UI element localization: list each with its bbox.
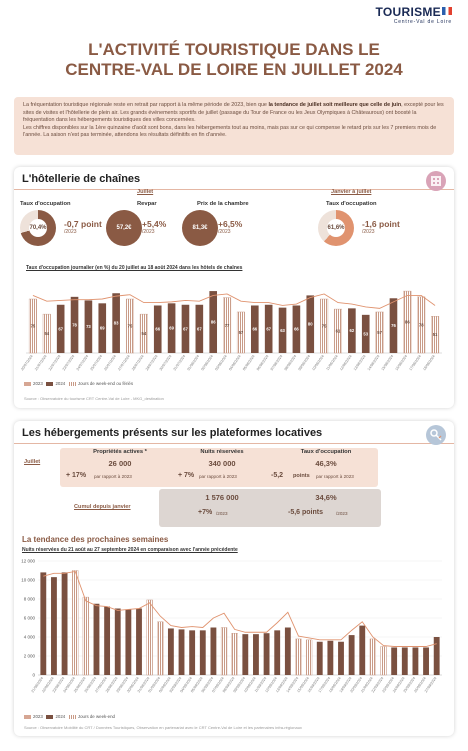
jan-occupancy-label: Taux d'occupation bbox=[326, 201, 377, 207]
x-tick-label: 22/08/2024 bbox=[41, 676, 55, 694]
x-tick-label: 11/08/2024 bbox=[325, 354, 339, 372]
x-tick-label: 15/08/2024 bbox=[380, 354, 395, 372]
bar-2024 bbox=[391, 647, 397, 675]
x-tick-label: 06/09/2024 bbox=[200, 676, 215, 694]
x-tick-label: 04/09/2024 bbox=[179, 676, 193, 694]
bar-2024 bbox=[285, 628, 291, 676]
bar-2024 bbox=[83, 597, 89, 675]
bar-2024 bbox=[210, 628, 216, 676]
x-tick-label: 12/08/2024 bbox=[339, 354, 353, 372]
bar-2024 bbox=[381, 647, 387, 676]
price-value: 81,3€ bbox=[192, 225, 208, 231]
x-tick-label: 23/08/2024 bbox=[51, 676, 66, 694]
bar-value-label: 51 bbox=[432, 332, 438, 338]
platforms-july-label: Juillet bbox=[24, 459, 41, 465]
bar-value-label: 57 bbox=[238, 329, 244, 335]
x-tick-label: 20/09/2024 bbox=[349, 676, 364, 694]
x-tick-label: 19/09/2024 bbox=[338, 676, 353, 694]
bar-2024 bbox=[125, 609, 131, 675]
bar-value-label: 78 bbox=[418, 322, 424, 328]
bar-2024 bbox=[338, 642, 344, 675]
bar-2024 bbox=[147, 600, 153, 675]
x-tick-label: 22/09/2024 bbox=[370, 676, 385, 694]
occupancy-ref: /2023 bbox=[64, 229, 77, 235]
x-tick-label: 18/09/2024 bbox=[328, 676, 342, 694]
x-tick-label: 05/08/2024 bbox=[242, 354, 256, 372]
intro-box bbox=[14, 97, 454, 155]
platforms-card bbox=[14, 421, 454, 736]
bar-2024 bbox=[221, 628, 227, 676]
bar-value-label: 54 bbox=[44, 331, 50, 337]
x-tick-label: 27/09/2024 bbox=[423, 676, 438, 694]
y-tick-label: 8 000 bbox=[23, 596, 35, 602]
occupancy-delta: -0,7 point bbox=[64, 219, 102, 229]
bar-value-label: 66 bbox=[294, 326, 299, 332]
x-tick-label: 08/09/2024 bbox=[221, 676, 236, 694]
x-tick-label: 17/09/2024 bbox=[317, 676, 332, 694]
bar-2024 bbox=[94, 604, 100, 675]
bar-2024 bbox=[136, 609, 142, 676]
bar-2024 bbox=[402, 647, 408, 675]
bar-value-label: 67 bbox=[266, 326, 272, 332]
col-properties-head: Propriétés actives * bbox=[93, 449, 147, 455]
platforms-source: Source : Observatoire Mobilité du CRT / Données Touristiques, Observation en partenariat avec le CRT Centre-Val de Loire et les partenaires infra-régionaux bbox=[24, 725, 302, 730]
x-tick-label: 17/08/2024 bbox=[408, 354, 423, 372]
x-tick-label: 08/08/2024 bbox=[283, 354, 298, 372]
platforms-chart-title: Nuits réservées du 21 août au 27 septembre 2024 en comparaison avec l'année précédente bbox=[22, 547, 238, 553]
bar-2024 bbox=[200, 630, 206, 675]
x-tick-label: 25/09/2024 bbox=[402, 676, 417, 694]
occupancy-value: 70,4% bbox=[29, 225, 47, 231]
x-tick-label: 01/08/2024 bbox=[186, 354, 201, 372]
bar-2024 bbox=[412, 647, 418, 675]
bar-2024 bbox=[72, 571, 78, 676]
bar-value-label: 86 bbox=[404, 319, 410, 325]
platforms-card-title: Les hébergements présents sur les plateformes locatives bbox=[22, 427, 323, 439]
x-tick-label: 02/09/2024 bbox=[158, 676, 172, 694]
revpar-ref: /2023 bbox=[142, 229, 155, 235]
hotels-source: Source : Observatoire du tourisme CRT Centre-Val de Loire - MKG_destination bbox=[24, 396, 164, 401]
x-tick-label: 26/07/2024 bbox=[103, 354, 117, 372]
july-nights-delta: + 7% bbox=[178, 472, 195, 479]
x-tick-label: 30/08/2024 bbox=[126, 676, 140, 694]
y-tick-label: 0 bbox=[32, 672, 35, 678]
intro-paragraph-2: Les chiffres disponibles sur la 1ère quinzaine d'août sont bons, dans les hébergements tout au moins, mais pas sur ce qui compense le retard pris sur les 7 premiers mois de l'année. La saison n'est pas terminée, attendons les résultats définitifs en fin d'année. bbox=[23, 124, 437, 138]
jan-occupancy-ref: /2023 bbox=[362, 229, 375, 235]
bar-2024 bbox=[51, 577, 57, 675]
july-properties-ref: par rapport à 2023 bbox=[94, 474, 132, 479]
july-nights-value: 340 000 bbox=[208, 459, 236, 468]
bar-2024 bbox=[349, 635, 355, 675]
price-delta: +6,5% bbox=[218, 219, 243, 229]
y-tick-label: 6 000 bbox=[23, 615, 35, 621]
bar-2024 bbox=[232, 633, 238, 675]
x-tick-label: 10/09/2024 bbox=[243, 676, 257, 694]
x-tick-label: 03/09/2024 bbox=[168, 676, 183, 694]
hotels-legend: 2023 2024 Jours de week-end ou fériés bbox=[24, 381, 133, 386]
key-icon bbox=[426, 425, 446, 445]
y-tick-label: 10 000 bbox=[21, 577, 35, 583]
bar-value-label: 86 bbox=[210, 319, 216, 325]
y-tick-label: 12 000 bbox=[21, 558, 35, 564]
x-tick-label: 10/08/2024 bbox=[311, 354, 325, 372]
cumul-nights-ref: /2023 bbox=[216, 511, 228, 516]
occupancy-label: Taux d'occupation bbox=[20, 201, 71, 207]
hotels-card bbox=[14, 167, 454, 408]
bar-value-label: 75 bbox=[30, 323, 36, 329]
x-tick-label: 27/08/2024 bbox=[94, 676, 108, 694]
bar-value-label: 75 bbox=[321, 323, 327, 329]
bar-value-label: 62 bbox=[349, 328, 355, 334]
x-tick-label: 01/09/2024 bbox=[147, 676, 162, 694]
hotels-occupancy-chart bbox=[14, 271, 454, 381]
line-2023 bbox=[43, 571, 436, 646]
x-tick-label: 24/09/2024 bbox=[392, 676, 406, 694]
revpar-label: Revpar bbox=[137, 201, 157, 207]
bar-2024 bbox=[62, 572, 68, 675]
x-tick-label: 11/09/2024 bbox=[253, 676, 268, 694]
logo-region: Centre-Val de Loire bbox=[393, 19, 452, 25]
divider bbox=[14, 189, 454, 190]
bar-2024 bbox=[370, 639, 376, 675]
cumul-occupancy-ref: /2023 bbox=[336, 511, 348, 516]
bar-2024 bbox=[317, 642, 323, 675]
x-tick-label: 20/07/2024 bbox=[20, 354, 34, 372]
bar-2024 bbox=[189, 630, 195, 675]
page-title-line2: CENTRE-VAL DE LOIRE EN JUILLET 2024 bbox=[65, 60, 403, 79]
x-tick-label: 05/09/2024 bbox=[190, 676, 204, 694]
x-tick-label: 07/08/2024 bbox=[269, 354, 284, 372]
x-tick-label: 16/09/2024 bbox=[306, 676, 321, 694]
x-tick-label: 27/07/2024 bbox=[117, 354, 131, 372]
bar-2024 bbox=[157, 622, 163, 675]
hotel-icon bbox=[426, 171, 446, 191]
platforms-legend: 2023 2024 Jours de week-end bbox=[24, 714, 115, 719]
x-tick-label: 24/07/2024 bbox=[75, 354, 90, 372]
jan-occupancy-delta: -1,6 point bbox=[362, 219, 400, 229]
bar-value-label: 77 bbox=[224, 322, 230, 328]
x-tick-label: 09/09/2024 bbox=[232, 676, 247, 694]
bar-value-label: 67 bbox=[183, 326, 188, 332]
x-tick-label: 12/09/2024 bbox=[264, 676, 279, 694]
bar-2024 bbox=[274, 630, 280, 675]
x-tick-label: 28/08/2024 bbox=[104, 676, 119, 694]
line-2023 bbox=[33, 294, 435, 308]
x-tick-label: 04/08/2024 bbox=[228, 354, 242, 372]
x-tick-label: 30/07/2024 bbox=[158, 354, 173, 372]
bar-value-label: 63 bbox=[280, 327, 285, 333]
x-tick-label: 28/07/2024 bbox=[131, 354, 145, 372]
x-tick-label: 07/09/2024 bbox=[211, 676, 225, 694]
x-tick-label: 18/08/2024 bbox=[422, 354, 436, 372]
bar-2024 bbox=[168, 628, 174, 675]
bar-value-label: 54 bbox=[141, 331, 147, 337]
bar-value-label: 66 bbox=[155, 326, 161, 332]
x-tick-label: 26/08/2024 bbox=[83, 676, 98, 694]
bar-2024 bbox=[434, 637, 440, 675]
x-tick-label: 23/07/2024 bbox=[61, 354, 76, 372]
july-nights-ref: par rapport à 2023 bbox=[199, 474, 237, 479]
x-tick-label: 02/08/2024 bbox=[200, 354, 215, 372]
x-tick-label: 23/09/2024 bbox=[381, 676, 395, 694]
bar-value-label: 80 bbox=[307, 321, 313, 327]
july-occupancy-delta: -5,2 bbox=[271, 472, 284, 479]
bar-value-label: 66 bbox=[252, 326, 258, 332]
bar-2024 bbox=[296, 639, 302, 675]
x-tick-label: 31/08/2024 bbox=[136, 676, 151, 694]
cumul-nights-value: 1 576 000 bbox=[205, 493, 239, 502]
july-properties-value: 26 000 bbox=[108, 459, 132, 468]
cumul-occupancy-value: 34,6% bbox=[315, 493, 337, 502]
x-tick-label: 21/08/2024 bbox=[30, 676, 45, 694]
flag-icon bbox=[442, 7, 452, 15]
bar-value-label: 69 bbox=[99, 325, 105, 331]
revpar-value: 57,2€ bbox=[116, 225, 132, 231]
bar-value-label: 78 bbox=[72, 322, 77, 328]
logo-name: TOURISME bbox=[375, 5, 452, 19]
y-tick-label: 2 000 bbox=[23, 653, 35, 659]
bar-2024 bbox=[264, 633, 270, 675]
x-tick-label: 13/08/2024 bbox=[352, 354, 367, 372]
x-tick-label: 21/07/2024 bbox=[34, 354, 48, 372]
bar-value-label: 69 bbox=[169, 325, 174, 331]
price-ref: /2023 bbox=[218, 229, 231, 235]
x-tick-label: 25/07/2024 bbox=[89, 354, 104, 372]
jan-occupancy-value: 61,6% bbox=[327, 225, 345, 231]
x-tick-label: 13/09/2024 bbox=[275, 676, 289, 694]
x-tick-label: 21/09/2024 bbox=[360, 676, 374, 694]
revpar-delta: +5,4% bbox=[142, 219, 167, 229]
july-occupancy-ref: par rapport à 2023 bbox=[316, 474, 354, 479]
july-occupancy-value: 46,3% bbox=[315, 459, 337, 468]
x-tick-label: 24/08/2024 bbox=[62, 676, 77, 694]
bar-2024 bbox=[327, 641, 333, 675]
page-title-line1: L'ACTIVITÉ TOURISTIQUE DANS LE bbox=[88, 40, 380, 59]
y-tick-label: 4 000 bbox=[23, 634, 35, 640]
july-occupancy-unit: points bbox=[293, 473, 310, 479]
july-properties-delta: + 17% bbox=[66, 472, 87, 479]
x-tick-label: 26/09/2024 bbox=[413, 676, 427, 694]
bar-value-label: 83 bbox=[113, 320, 119, 326]
bar-2024 bbox=[423, 647, 429, 675]
x-tick-label: 29/08/2024 bbox=[115, 676, 130, 694]
cumul-label: Cumul depuis janvier bbox=[74, 504, 131, 510]
nights-booked-chart bbox=[14, 553, 454, 705]
cumul-occupancy-delta: -5,6 points bbox=[288, 509, 324, 516]
bar-2024 bbox=[104, 607, 110, 675]
bar-2024 bbox=[242, 634, 248, 675]
price-label: Prix de la chambre bbox=[197, 201, 249, 207]
bar-value-label: 57 bbox=[377, 329, 382, 335]
x-tick-label: 31/07/2024 bbox=[172, 354, 187, 372]
bar-2024 bbox=[306, 640, 312, 675]
hotels-july-label: Juillet bbox=[137, 189, 154, 195]
bar-2024 bbox=[40, 572, 46, 675]
x-tick-label: 09/08/2024 bbox=[297, 354, 312, 372]
bar-value-label: 61 bbox=[335, 328, 341, 334]
bar-value-label: 73 bbox=[86, 324, 91, 330]
x-tick-label: 15/09/2024 bbox=[296, 676, 310, 694]
bar-2024 bbox=[253, 634, 259, 675]
col-occupancy-head: Taux d'occupation bbox=[300, 449, 352, 455]
bar-2024 bbox=[115, 609, 121, 676]
hotels-jan-label: Janvier à juillet bbox=[331, 189, 372, 195]
x-tick-label: 16/08/2024 bbox=[394, 354, 409, 372]
divider bbox=[14, 443, 454, 444]
cumul-nights-delta: +7% bbox=[198, 509, 213, 516]
bar-2024 bbox=[359, 626, 365, 675]
bar-value-label: 53 bbox=[363, 331, 369, 337]
x-tick-label: 14/08/2024 bbox=[366, 354, 381, 372]
bar-value-label: 67 bbox=[58, 326, 64, 332]
intro-paragraph-1: La fréquentation touristique régionale reste en retrait par rapport à la même période de 2023, bien que la tendance de juillet soit meilleure que celle de juin, excepté pour les sites de visites et l'hôtellerie de plein air. Les grands événements sportifs de juillet (passage du Tour de France ou les Jeux Olympiques à Châteauroux) ont boosté la fréquentation dans les hébergements touristiques des villes concernées. bbox=[23, 102, 444, 123]
x-tick-label: 14/09/2024 bbox=[285, 676, 300, 694]
hotels-chart-title: Taux d'occupation journalier (en %) du 20 juillet au 18 août 2024 dans les hôtels de chaînes bbox=[26, 265, 243, 271]
hotels-card-title: L'hôtellerie de chaînes bbox=[22, 173, 141, 185]
bar-value-label: 76 bbox=[391, 323, 396, 329]
bar-value-label: 67 bbox=[196, 326, 202, 332]
page-title bbox=[0, 40, 468, 80]
x-tick-label: 29/07/2024 bbox=[144, 354, 159, 372]
x-tick-label: 25/08/2024 bbox=[73, 676, 87, 694]
trend-heading: La tendance des prochaines semaines bbox=[22, 535, 169, 544]
x-tick-label: 22/07/2024 bbox=[47, 354, 62, 372]
bar-value-label: 75 bbox=[127, 323, 133, 329]
x-tick-label: 03/08/2024 bbox=[214, 354, 228, 372]
brand-logo bbox=[375, 5, 452, 25]
x-tick-label: 06/08/2024 bbox=[255, 354, 270, 372]
col-nights-head: Nuits réservées bbox=[200, 449, 244, 455]
bar-2024 bbox=[179, 629, 185, 675]
